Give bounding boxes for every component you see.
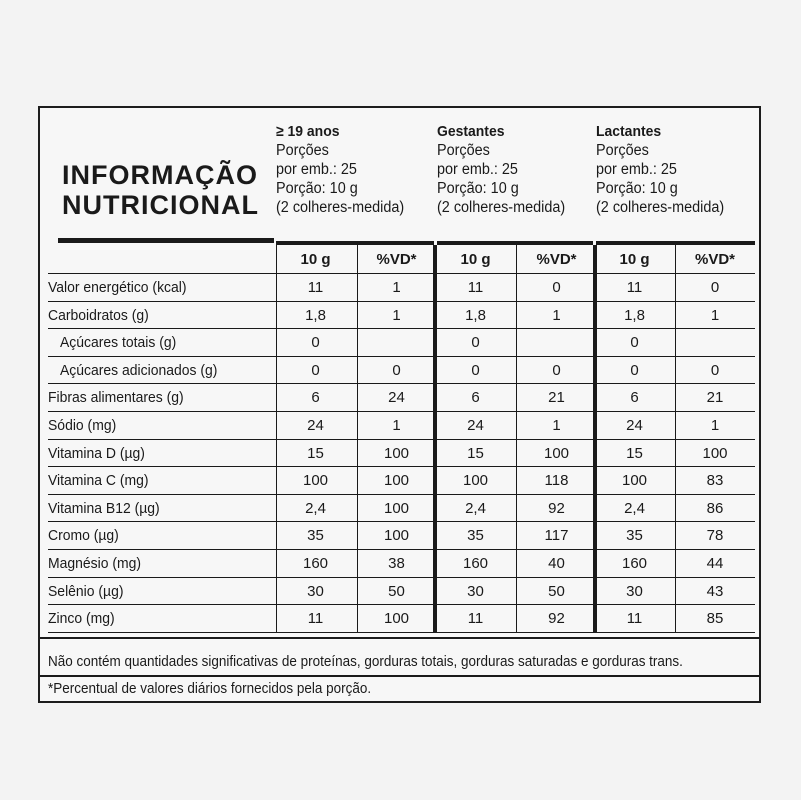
table-row xyxy=(40,329,759,356)
amount-cell: 0 xyxy=(471,334,480,352)
footer-top-rule xyxy=(40,637,759,639)
footer-note-vd: *Percentual de valores diários fornecidos pela porção. xyxy=(48,681,372,697)
amount-cell: 1,8 xyxy=(465,306,486,324)
amount-cell: 0 xyxy=(630,334,639,352)
nutrient-label: Valor energético (kcal) xyxy=(48,279,187,296)
vd-cell: 0 xyxy=(392,361,401,379)
amount-cell: 2,4 xyxy=(465,499,486,517)
column-header-amount: 10 g xyxy=(460,251,491,268)
table-row xyxy=(40,274,759,301)
amount-cell: 35 xyxy=(626,527,643,545)
nutrient-label: Zinco (mg) xyxy=(48,610,115,628)
table-row xyxy=(40,384,759,411)
group-porcoes: Porções xyxy=(437,142,490,159)
amount-cell: 1,8 xyxy=(305,306,326,324)
table-row xyxy=(40,605,759,632)
group-medida: (2 colheres-medida) xyxy=(437,199,566,216)
vd-cell: 117 xyxy=(544,527,569,545)
table-row xyxy=(40,578,759,605)
group-medida: (2 colheres-medida) xyxy=(276,199,405,216)
table-row xyxy=(40,440,759,467)
table-row xyxy=(40,522,759,549)
group-header-2 xyxy=(437,122,565,217)
table-row xyxy=(40,550,759,577)
amount-cell: 11 xyxy=(307,610,324,628)
nutrient-label: Selênio (µg) xyxy=(48,582,124,600)
amount-cell: 6 xyxy=(471,389,480,407)
vd-cell: 50 xyxy=(548,582,565,600)
amount-cell: 15 xyxy=(626,444,643,462)
title-underline-bar xyxy=(58,238,274,243)
nutrient-label: Açúcares totais (g) xyxy=(60,334,177,352)
amount-cell: 35 xyxy=(467,527,484,545)
nutrient-label: Fibras alimentares (g) xyxy=(48,389,184,407)
vd-cell xyxy=(675,329,755,356)
nutrient-label: Magnésio (mg) xyxy=(48,555,142,572)
nutrient-label: Vitamina C (mg) xyxy=(48,472,149,490)
vd-cell: 1 xyxy=(710,417,720,434)
amount-cell: 1,8 xyxy=(624,306,645,324)
amount-cell: 30 xyxy=(307,582,324,600)
vd-cell: 1 xyxy=(710,306,720,324)
vd-cell: 0 xyxy=(710,279,720,296)
nutrition-title xyxy=(62,160,259,220)
vd-cell: 92 xyxy=(548,499,565,517)
vd-cell: 92 xyxy=(548,610,565,628)
vd-cell: 1 xyxy=(392,279,401,296)
nutrient-label: Carboidratos (g) xyxy=(48,306,149,324)
amount-cell: 30 xyxy=(626,582,643,600)
amount-cell: 11 xyxy=(307,279,324,296)
vd-cell: 100 xyxy=(383,499,410,517)
vd-cell: 85 xyxy=(706,610,724,628)
table-row xyxy=(40,357,759,384)
vd-cell: 24 xyxy=(388,389,405,407)
vd-cell: 1 xyxy=(392,417,401,434)
group-porcoes: Porções xyxy=(276,142,329,159)
group-medida: (2 colheres-medida) xyxy=(596,199,725,216)
amount-cell: 15 xyxy=(307,444,324,462)
amount-cell: 0 xyxy=(311,361,320,379)
vd-cell: 100 xyxy=(383,444,410,462)
group-name: Gestantes xyxy=(437,123,505,140)
group-thick-rule xyxy=(437,241,593,245)
amount-cell: 100 xyxy=(462,472,489,490)
vd-cell: 0 xyxy=(552,279,561,296)
title-line-2: NUTRICIONAL xyxy=(62,190,259,220)
amount-cell: 24 xyxy=(467,417,484,434)
column-header-amount: 10 g xyxy=(300,251,331,268)
amount-cell: 0 xyxy=(630,361,639,379)
vd-cell: 86 xyxy=(706,499,724,517)
group-header-3 xyxy=(596,122,724,217)
amount-cell: 24 xyxy=(626,417,643,434)
vd-cell: 100 xyxy=(383,610,410,628)
vd-cell: 100 xyxy=(383,472,410,490)
column-header-amount: 10 g xyxy=(619,251,650,268)
column-header-vd: %VD* xyxy=(376,251,417,268)
amount-cell: 160 xyxy=(462,555,489,572)
group-name: ≥ 19 anos xyxy=(276,123,340,140)
table-row xyxy=(40,302,759,329)
table-row xyxy=(40,495,759,522)
footer-note-nutrients: Não contém quantidades significativas de proteínas, gorduras totais, gorduras saturadas e gorduras trans. xyxy=(48,654,683,670)
amount-cell: 6 xyxy=(630,389,639,407)
vd-cell: 43 xyxy=(706,582,724,600)
group-porcao: Porção: 10 g xyxy=(276,180,358,197)
group-thick-rule xyxy=(276,241,434,245)
vd-cell: 0 xyxy=(710,361,720,379)
amount-cell: 11 xyxy=(467,610,484,628)
vd-cell: 1 xyxy=(392,306,401,324)
amount-cell: 2,4 xyxy=(624,499,645,517)
vd-cell: 0 xyxy=(552,361,561,379)
nutrient-label: Cromo (µg) xyxy=(48,527,119,545)
vd-cell: 1 xyxy=(552,306,561,324)
amount-cell: 11 xyxy=(467,279,484,296)
vd-cell: 118 xyxy=(544,472,569,490)
vd-cell: 78 xyxy=(706,527,724,545)
vd-cell: 44 xyxy=(706,555,724,572)
amount-cell: 30 xyxy=(467,582,484,600)
amount-cell: 35 xyxy=(307,527,324,545)
group-porcoes: Porções xyxy=(596,142,649,159)
amount-cell: 100 xyxy=(621,472,648,490)
group-porcao: Porção: 10 g xyxy=(437,180,519,197)
amount-cell: 11 xyxy=(626,279,643,296)
vd-cell: 50 xyxy=(388,582,405,600)
vd-cell: 38 xyxy=(388,555,405,572)
amount-cell: 24 xyxy=(307,417,324,434)
amount-cell: 15 xyxy=(467,444,484,462)
group-por-emb: por emb.: 25 xyxy=(276,161,357,178)
amount-cell: 160 xyxy=(302,555,329,572)
amount-cell: 6 xyxy=(311,389,320,407)
group-porcao: Porção: 10 g xyxy=(596,180,678,197)
nutrient-label: Açúcares adicionados (g) xyxy=(60,361,218,379)
nutrient-label: Vitamina B12 (µg) xyxy=(48,499,160,517)
nutrient-label: Vitamina D (µg) xyxy=(48,444,145,462)
vd-cell: 83 xyxy=(706,472,724,490)
amount-cell: 2,4 xyxy=(305,499,326,517)
group-header-1 xyxy=(276,122,404,217)
vd-cell: 21 xyxy=(706,389,724,407)
group-name: Lactantes xyxy=(596,123,662,140)
amount-cell: 11 xyxy=(626,610,643,628)
amount-cell: 0 xyxy=(311,334,320,352)
vd-cell: 100 xyxy=(543,444,570,462)
vd-cell: 100 xyxy=(702,444,728,462)
column-header-vd: %VD* xyxy=(536,251,577,268)
group-por-emb: por emb.: 25 xyxy=(596,161,677,178)
vd-cell xyxy=(357,329,436,356)
amount-cell: 0 xyxy=(471,361,480,379)
nutrition-facts-panel xyxy=(38,106,761,703)
table-row xyxy=(40,467,759,494)
vd-cell: 1 xyxy=(552,417,561,434)
vd-cell xyxy=(516,329,597,356)
title-line-1: INFORMAÇÃO xyxy=(62,160,258,190)
amount-cell: 100 xyxy=(302,472,329,490)
nutrient-label: Sódio (mg) xyxy=(48,417,117,434)
vd-cell: 40 xyxy=(548,555,565,572)
column-header-vd: %VD* xyxy=(694,251,735,268)
table-row xyxy=(40,412,759,439)
group-por-emb: por emb.: 25 xyxy=(437,161,518,178)
vd-cell: 100 xyxy=(383,527,410,545)
vd-cell: 21 xyxy=(548,389,565,407)
amount-cell: 160 xyxy=(621,555,648,572)
